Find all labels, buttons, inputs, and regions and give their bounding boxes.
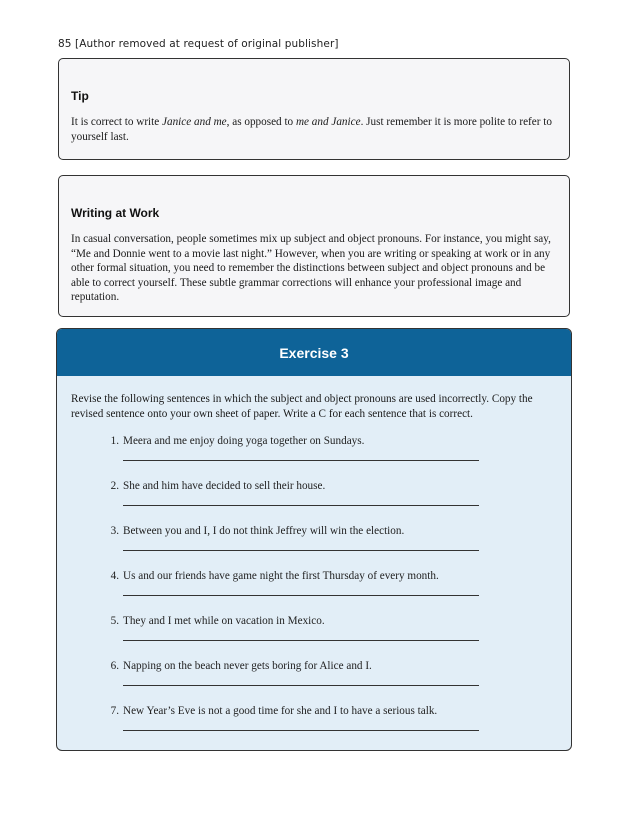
tip-body-after: . Just remember it is more polite to refer to yourself last.	[71, 116, 552, 143]
writing-at-work-box	[58, 175, 570, 317]
exercise-item-number: 6.	[110, 660, 119, 672]
exercise-item-number: 7.	[110, 705, 119, 717]
tip-body	[71, 115, 557, 144]
exercise-item-number: 1.	[110, 435, 119, 447]
exercise-box	[56, 328, 572, 751]
exercise-item-text: New Year’s Eve is not a good time for she and I to have a serious talk.	[123, 705, 438, 717]
exercise-item-text: Meera and me enjoy doing yoga together on Sundays.	[123, 435, 365, 447]
tip-body-emphasis-1: Janice and me	[162, 116, 227, 128]
exercise-item-text: Napping on the beach never gets boring for Alice and I.	[123, 660, 372, 672]
exercise-instructions: Revise the following sentences in which the subject and object pronouns are used incorrectly. Copy the revised sentence onto your own sheet of paper. Write a C for each sentence that is correct.	[71, 393, 533, 420]
tip-box	[58, 58, 570, 160]
answer-line	[123, 685, 479, 686]
answer-line	[123, 730, 479, 731]
exercise-item	[57, 479, 571, 524]
exercise-item-number: 4.	[110, 570, 119, 582]
tip-title: Tip	[71, 89, 89, 103]
exercise-item	[57, 704, 571, 749]
exercise-list	[57, 434, 571, 749]
exercise-item	[57, 569, 571, 614]
exercise-item-number: 3.	[110, 525, 119, 537]
exercise-title: Exercise 3	[57, 329, 571, 376]
tip-body-middle: , as opposed to	[226, 116, 296, 128]
exercise-item	[57, 659, 571, 704]
answer-line	[123, 460, 479, 461]
exercise-item-text: They and I met while on vacation in Mexico.	[123, 615, 325, 627]
tip-body-emphasis-2: me and Janice	[295, 116, 361, 128]
exercise-item-text: She and him have decided to sell their house.	[123, 480, 326, 492]
writing-at-work-body: In casual conversation, people sometimes mix up subject and object pronouns. For instance, you might say, “Me and Donnie went to a movie last night.” However, when you are writing or speaking at work or in any other formal situation, you need to remember the distinctions between subject and object pronouns and be able to correct yourself. These subtle grammar corrections will enhance your professional image and reputation.	[71, 233, 551, 303]
answer-line	[123, 595, 479, 596]
exercise-item-number: 2.	[110, 480, 119, 492]
answer-line	[123, 505, 479, 506]
exercise-item	[57, 524, 571, 569]
tip-body-before: It is correct to write	[71, 116, 163, 128]
running-head: 85 [Author removed at request of original publisher]	[58, 38, 339, 50]
answer-line	[123, 550, 479, 551]
exercise-item	[57, 434, 571, 479]
answer-line	[123, 640, 479, 641]
writing-at-work-title: Writing at Work	[71, 206, 160, 220]
exercise-item-text: Between you and I, I do not think Jeffrey will win the election.	[123, 525, 405, 537]
exercise-item	[57, 614, 571, 659]
exercise-item-number: 5.	[110, 615, 119, 627]
exercise-item-text: Us and our friends have game night the first Thursday of every month.	[123, 570, 439, 582]
